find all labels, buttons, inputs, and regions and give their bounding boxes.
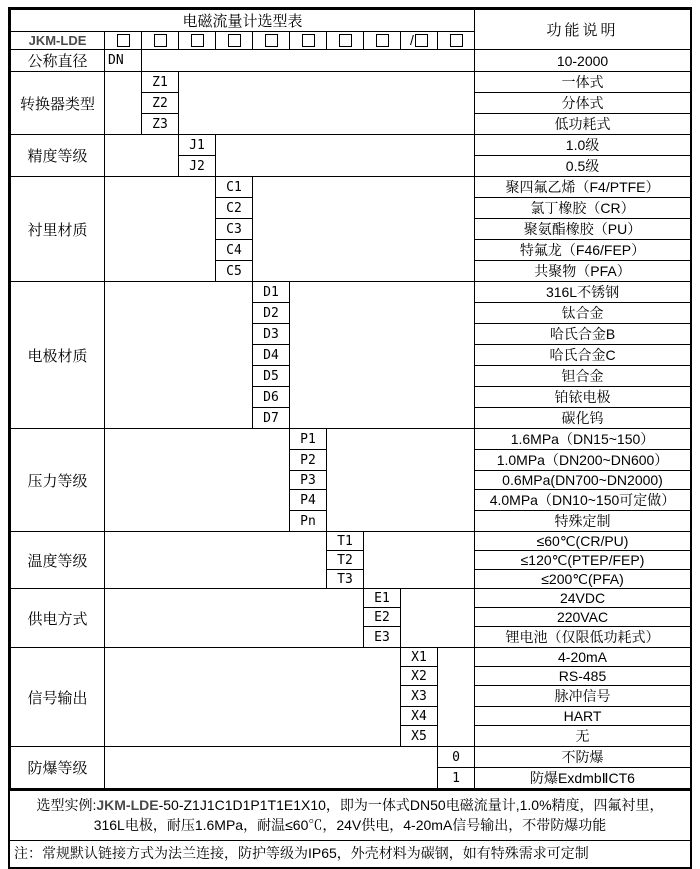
desc-cell: 1.6MPa（DN15~150） xyxy=(475,429,691,450)
code-cell: X1 xyxy=(401,648,438,667)
desc-cell: 特氟龙（F46/FEP） xyxy=(475,240,691,261)
filler-cell xyxy=(401,589,475,648)
desc-cell: 4.0MPa（DN10~150可定做） xyxy=(475,490,691,511)
example-model-code: JKM-LDE xyxy=(96,797,159,813)
desc-cell: 4-20mA xyxy=(475,648,691,667)
code-cell: J2 xyxy=(179,156,216,177)
model-box-cell xyxy=(364,32,401,50)
example-rest: -50-Z1J1C1D1P1T1E1X10，即为一体式DN50电磁流量计,1.0%精度，四氟衬里， xyxy=(158,797,664,813)
filler-cell xyxy=(105,429,290,532)
model-box-cell xyxy=(105,32,142,50)
table-row xyxy=(11,72,691,93)
model-checkbox[interactable] xyxy=(117,34,130,47)
desc-cell: 特殊定制 xyxy=(475,511,691,532)
desc-cell: 1.0MPa（DN200~DN600） xyxy=(475,450,691,471)
code-cell: D5 xyxy=(253,366,290,387)
code-cell: P2 xyxy=(290,450,327,471)
table-row xyxy=(11,282,691,303)
table-row xyxy=(11,429,691,450)
model-checkbox[interactable] xyxy=(339,34,352,47)
table-row xyxy=(11,135,691,156)
code-cell: Z2 xyxy=(142,93,179,114)
desc-cell: 锂电池（仅限低功耗式） xyxy=(475,627,691,648)
desc-cell: 碳化钨 xyxy=(475,408,691,429)
filler-cell xyxy=(364,532,475,589)
model-checkbox[interactable] xyxy=(228,34,241,47)
example-prefix: 选型实例: xyxy=(36,797,97,813)
section-label: 防爆等级 xyxy=(11,747,105,789)
desc-cell: 1.0级 xyxy=(475,135,691,156)
code-cell: E2 xyxy=(364,608,401,627)
desc-cell: 哈氏合金C xyxy=(475,345,691,366)
model-checkbox[interactable] xyxy=(265,34,278,47)
code-cell: D6 xyxy=(253,387,290,408)
model-box-cell xyxy=(179,32,216,50)
section-label: 转换器类型 xyxy=(11,72,105,135)
code-cell: J1 xyxy=(179,135,216,156)
desc-cell: ≤200℃(PFA) xyxy=(475,570,691,589)
model-box-cell xyxy=(216,32,253,50)
model-box-cell xyxy=(253,32,290,50)
code-cell: P1 xyxy=(290,429,327,450)
code-cell: 0 xyxy=(438,747,475,768)
desc-cell: 脉冲信号 xyxy=(475,686,691,707)
desc-cell: 氯丁橡胶（CR） xyxy=(475,198,691,219)
code-cell: T3 xyxy=(327,570,364,589)
code-cell: D3 xyxy=(253,324,290,345)
code-cell: C5 xyxy=(216,261,253,282)
code-cell: C4 xyxy=(216,240,253,261)
desc-cell: 0.6MPa(DN700~DN2000) xyxy=(475,471,691,490)
filler-cell xyxy=(105,135,179,177)
table-row xyxy=(11,177,691,198)
section-label: 公称直径 xyxy=(11,50,105,72)
section-label: 精度等级 xyxy=(11,135,105,177)
selection-sheet xyxy=(8,7,692,869)
model-prefix: JKM-LDE xyxy=(11,32,105,50)
code-cell: X3 xyxy=(401,686,438,707)
section-label: 衬里材质 xyxy=(11,177,105,282)
code-cell: T2 xyxy=(327,551,364,570)
model-checkbox[interactable] xyxy=(415,34,428,47)
selection-table xyxy=(10,9,691,789)
code-cell: E1 xyxy=(364,589,401,608)
model-checkbox[interactable] xyxy=(154,34,167,47)
example-block xyxy=(10,789,690,840)
code-cell: X5 xyxy=(401,726,438,747)
desc-cell: 防爆ExdmbⅡCT6 xyxy=(475,768,691,789)
code-cell: D4 xyxy=(253,345,290,366)
model-box-cell xyxy=(327,32,364,50)
table-row xyxy=(11,589,691,608)
filler-cell xyxy=(105,589,364,648)
desc-cell: 钽合金 xyxy=(475,366,691,387)
model-checkbox[interactable] xyxy=(450,34,463,47)
section-label: 压力等级 xyxy=(11,429,105,532)
section-label: 温度等级 xyxy=(11,532,105,589)
code-cell: DN xyxy=(105,50,142,72)
filler-cell xyxy=(105,532,327,589)
desc-cell: 316L不锈钢 xyxy=(475,282,691,303)
desc-cell: ≤120℃(PTEP/FEP) xyxy=(475,551,691,570)
code-cell: C1 xyxy=(216,177,253,198)
model-box-cell xyxy=(401,32,438,50)
code-cell: C3 xyxy=(216,219,253,240)
section-label: 供电方式 xyxy=(11,589,105,648)
desc-cell: 聚氨酯橡胶（PU） xyxy=(475,219,691,240)
example-line1 xyxy=(14,795,686,815)
filler-cell xyxy=(216,135,475,177)
code-cell: P3 xyxy=(290,471,327,490)
model-box-cell xyxy=(438,32,475,50)
table-row xyxy=(11,532,691,551)
code-cell: 1 xyxy=(438,768,475,789)
desc-cell: RS-485 xyxy=(475,667,691,686)
example-line2: 316L电极，耐压1.6MPa，耐温≤60℃，24V供电，4-20mA信号输出，不带防爆功能 xyxy=(93,817,607,833)
desc-cell: ≤60℃(CR/PU) xyxy=(475,532,691,551)
filler-cell xyxy=(105,747,438,789)
code-cell: Z3 xyxy=(142,114,179,135)
section-label: 信号输出 xyxy=(11,648,105,747)
desc-cell: 分体式 xyxy=(475,93,691,114)
desc-cell: 钛合金 xyxy=(475,303,691,324)
code-cell: E3 xyxy=(364,627,401,648)
code-cell: X2 xyxy=(401,667,438,686)
section-label: 电极材质 xyxy=(11,282,105,429)
model-checkbox[interactable] xyxy=(376,34,389,47)
filler-cell xyxy=(327,429,475,532)
table-row xyxy=(11,648,691,667)
filler-cell xyxy=(142,50,475,72)
filler-cell xyxy=(105,177,216,282)
model-checkbox[interactable] xyxy=(191,34,204,47)
desc-cell: 无 xyxy=(475,726,691,747)
code-cell: C2 xyxy=(216,198,253,219)
table-row xyxy=(11,747,691,768)
slash-separator: / xyxy=(410,32,414,48)
table-row xyxy=(11,50,691,72)
code-cell: D1 xyxy=(253,282,290,303)
desc-cell: HART xyxy=(475,707,691,726)
filler-cell xyxy=(438,648,475,747)
filler-cell xyxy=(290,282,475,429)
desc-cell: 0.5级 xyxy=(475,156,691,177)
function-column-header: 功能说明 xyxy=(475,10,691,50)
code-cell: Pn xyxy=(290,511,327,532)
filler-cell xyxy=(105,282,253,429)
filler-cell xyxy=(105,72,142,135)
code-cell: P4 xyxy=(290,490,327,511)
filler-cell xyxy=(179,72,475,135)
desc-cell: 低功耗式 xyxy=(475,114,691,135)
desc-cell: 聚四氟乙烯（F4/PTFE） xyxy=(475,177,691,198)
code-cell: T1 xyxy=(327,532,364,551)
filler-cell xyxy=(253,177,475,282)
code-cell: D2 xyxy=(253,303,290,324)
desc-cell: 一体式 xyxy=(475,72,691,93)
desc-cell: 220VAC xyxy=(475,608,691,627)
desc-cell: 24VDC xyxy=(475,589,691,608)
model-checkbox[interactable] xyxy=(302,34,315,47)
code-cell: Z1 xyxy=(142,72,179,93)
code-cell: D7 xyxy=(253,408,290,429)
desc-cell: 铂铱电极 xyxy=(475,387,691,408)
code-cell: X4 xyxy=(401,707,438,726)
model-box-cell xyxy=(290,32,327,50)
note-line: 注：常规默认链接方式为法兰连接，防护等级为IP65，外壳材料为碳钢，如有特殊需求可定制 xyxy=(10,840,690,867)
desc-cell: 共聚物（PFA） xyxy=(475,261,691,282)
filler-cell xyxy=(105,648,401,747)
model-box-cell xyxy=(142,32,179,50)
desc-cell: 哈氏合金B xyxy=(475,324,691,345)
desc-cell: 10-2000 xyxy=(475,50,691,72)
table-title: 电磁流量计选型表 xyxy=(11,10,475,32)
desc-cell: 不防爆 xyxy=(475,747,691,768)
